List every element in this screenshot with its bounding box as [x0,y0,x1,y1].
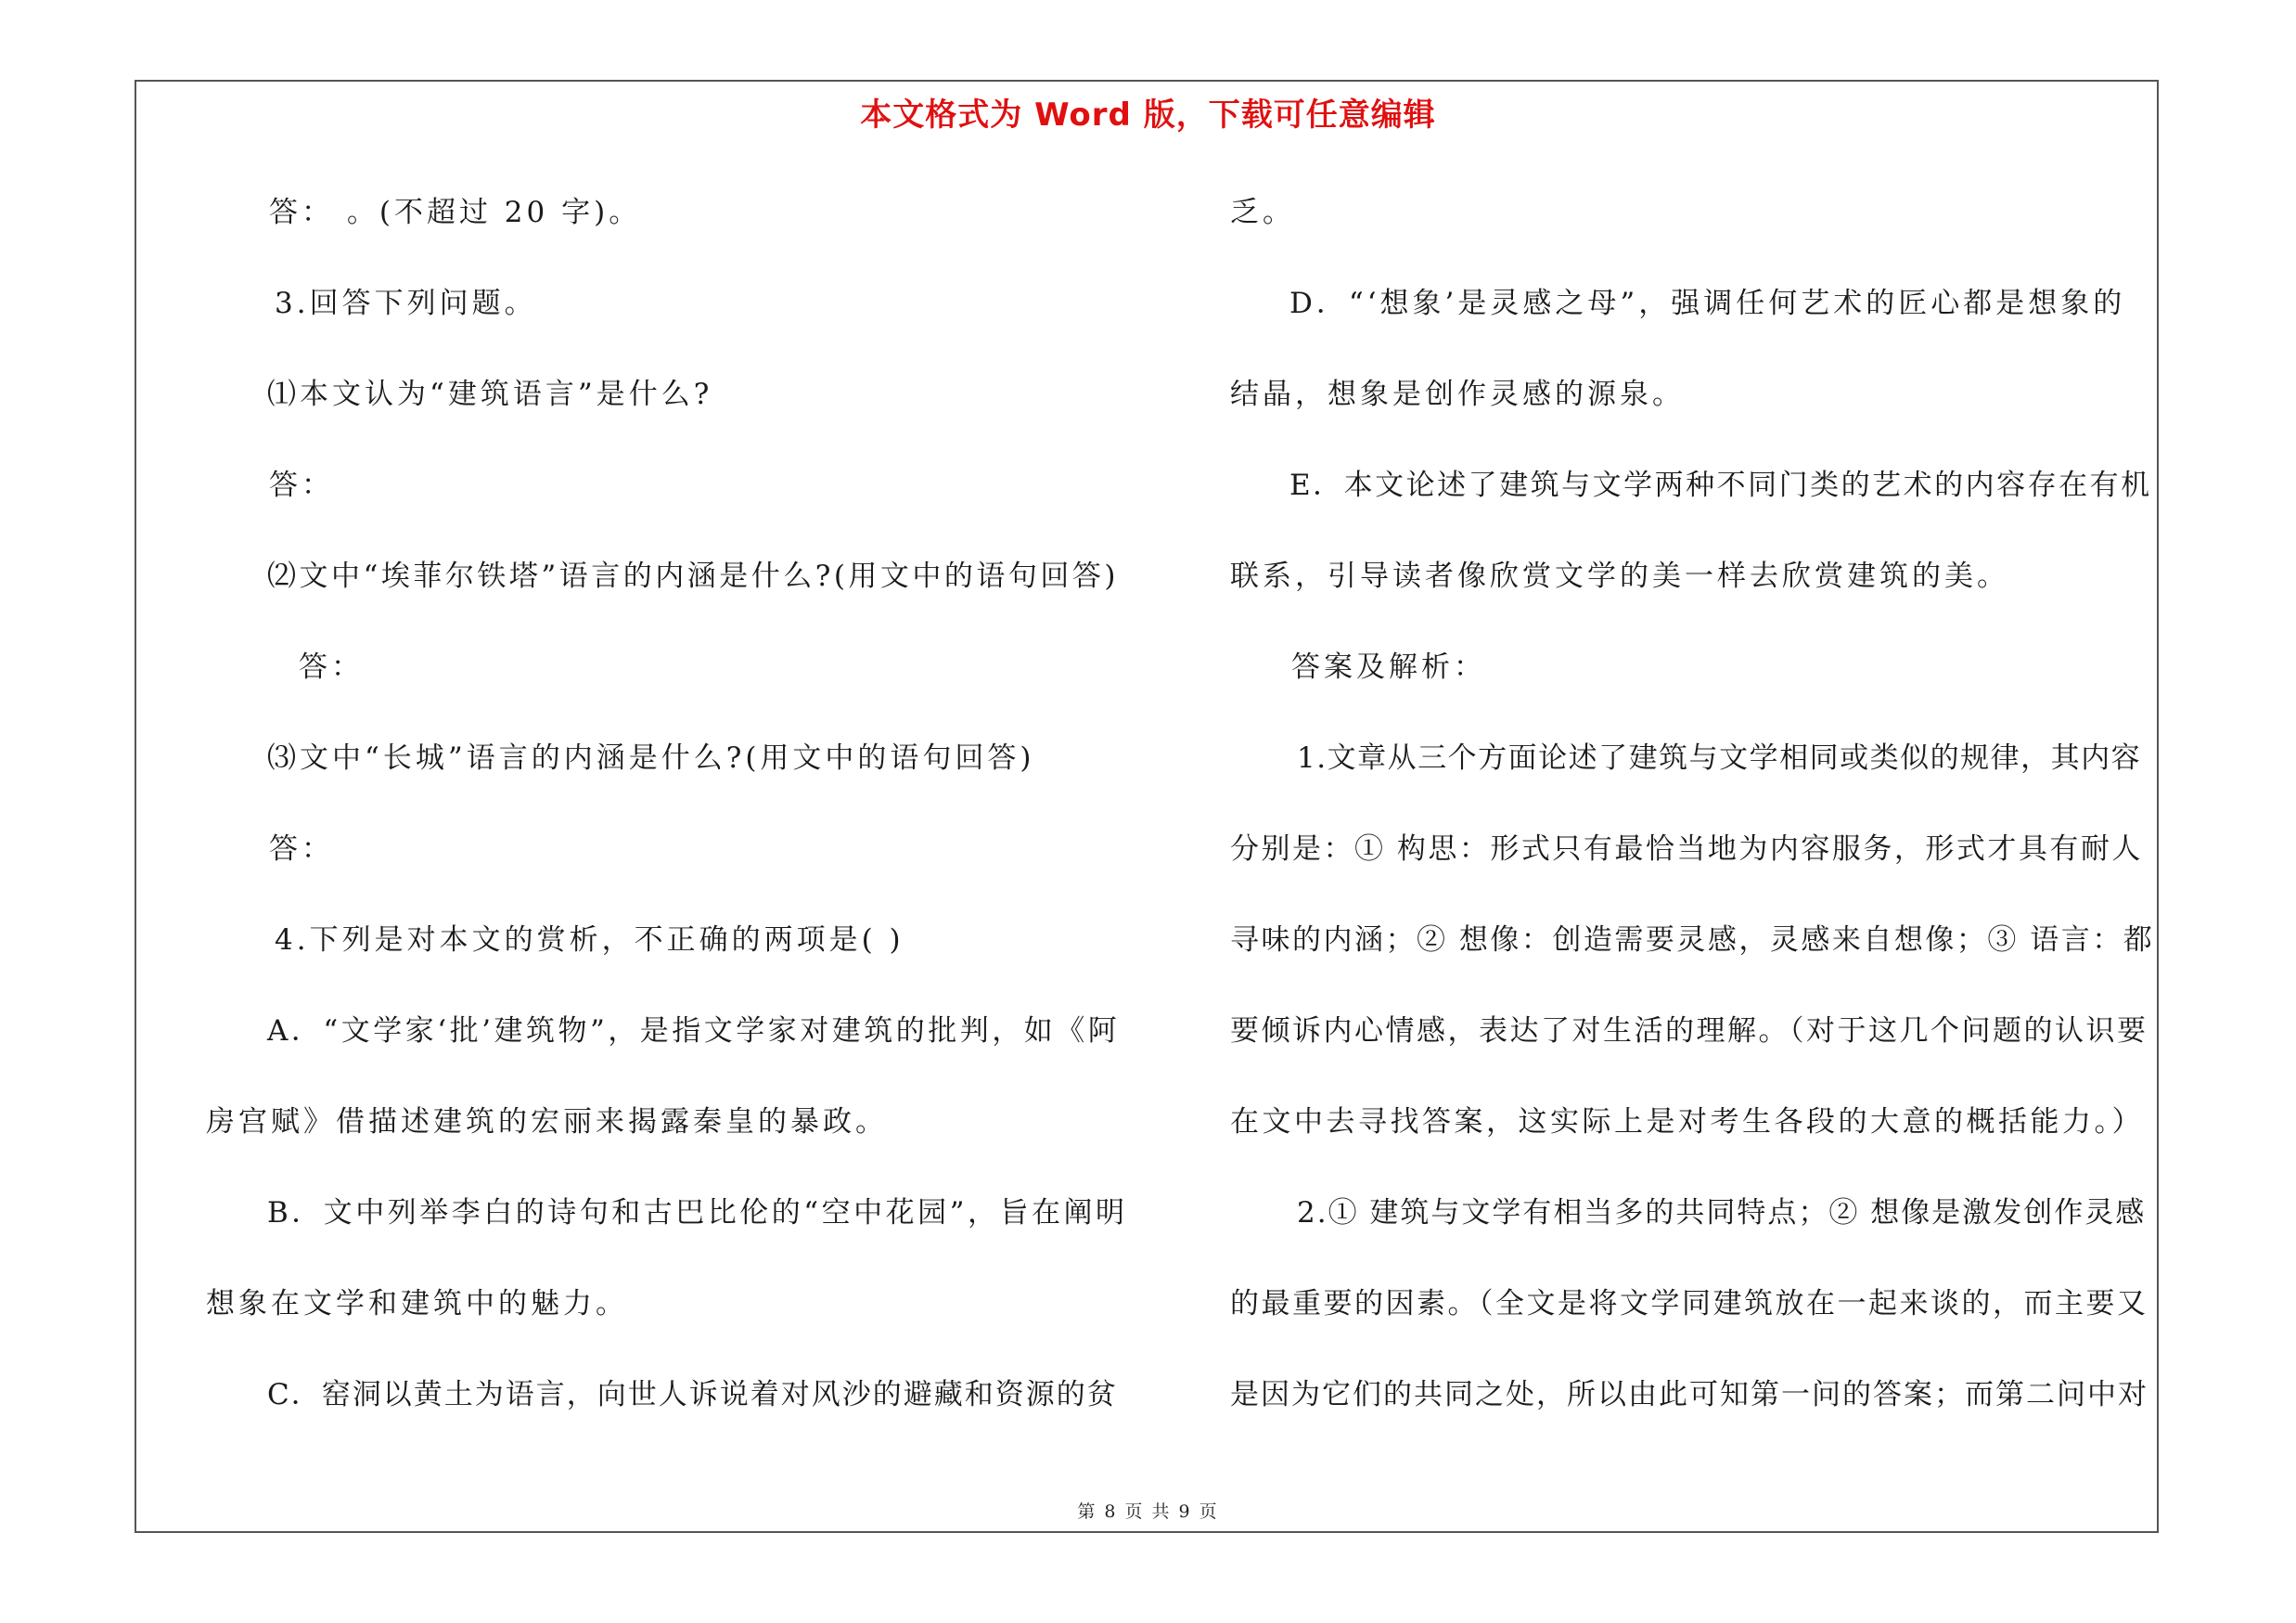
right-line-1: 乏。 [1230,196,1295,229]
right-line-7: 1.文章从三个方面论述了建筑与文学相同或类似的规律，其内容 [1297,741,2142,775]
right-line-12: 2.① 建筑与文学有相当多的共同特点；② 想像是激发创作灵感 [1297,1196,2147,1230]
left-line-6: 答： [299,650,364,684]
left-line-9: 4.下列是对本文的赏析，不正确的两项是( ) [275,923,904,957]
right-line-14: 是因为它们的共同之处，所以由此可知第一问的答案；而第二问中对 [1230,1378,2148,1411]
right-line-4: E．本文论述了建筑与文学两种不同门类的艺术的内容存在有机 [1289,469,2152,502]
left-line-3: ⑴本文认为“建筑语言”是什么? [267,378,713,411]
right-line-5: 联系，引导读者像欣赏文学的美一样去欣赏建筑的美。 [1230,560,2009,593]
right-line-3: 结晶，想象是创作灵感的源泉。 [1230,378,1685,411]
left-line-13: 想象在文学和建筑中的魅力。 [206,1287,628,1320]
right-line-10: 要倾诉内心情感，表达了对生活的理解。（对于这几个问题的认识要 [1230,1014,2148,1048]
left-line-8: 答： [269,832,334,866]
format-notice-banner: 本文格式为 Word 版，下载可任意编辑 [860,97,1436,134]
left-line-11: 房宫赋》借描述建筑的宏丽来揭露秦皇的暴政。 [206,1105,888,1139]
left-line-5: ⑵文中“埃菲尔铁塔”语言的内涵是什么?(用文中的语句回答) [267,560,1120,593]
left-line-12: B．文中列举李白的诗句和古巴比伦的“空中花园”，旨在阐明 [267,1196,1128,1230]
right-line-9: 寻味的内涵；② 想像：创造需要灵感，灵感来自想像；③ 语言：都 [1230,923,2155,957]
right-line-8: 分别是：① 构思：形式只有最恰当地为内容服务，形式才具有耐人 [1230,832,2143,866]
left-line-4: 答： [269,469,334,502]
left-line-14: C．窑洞以黄土为语言，向世人诉说着对风沙的避藏和资源的贫 [267,1378,1118,1411]
left-line-1: 答： 。(不超过 20 字)。 [269,196,642,229]
right-line-6: 答案及解析： [1291,650,1486,684]
right-line-11: 在文中去寻找答案，这实际上是对考生各段的大意的概括能力。） [1230,1105,2144,1139]
page-number: 第 8 页 共 9 页 [1077,1501,1219,1522]
left-line-10: A．“文学家‘批’建筑物”，是指文学家对建筑的批判，如《阿 [267,1014,1121,1048]
left-line-2: 3.回答下列问题。 [275,287,537,320]
right-line-2: D．“‘想象’是灵感之母”，强调任何艺术的匠心都是想象的 [1289,287,2126,320]
right-line-13: 的最重要的因素。（全文是将文学同建筑放在一起来谈的，而主要又 [1230,1287,2148,1320]
left-line-7: ⑶文中“长城”语言的内涵是什么?(用文中的语句回答) [267,741,1035,775]
